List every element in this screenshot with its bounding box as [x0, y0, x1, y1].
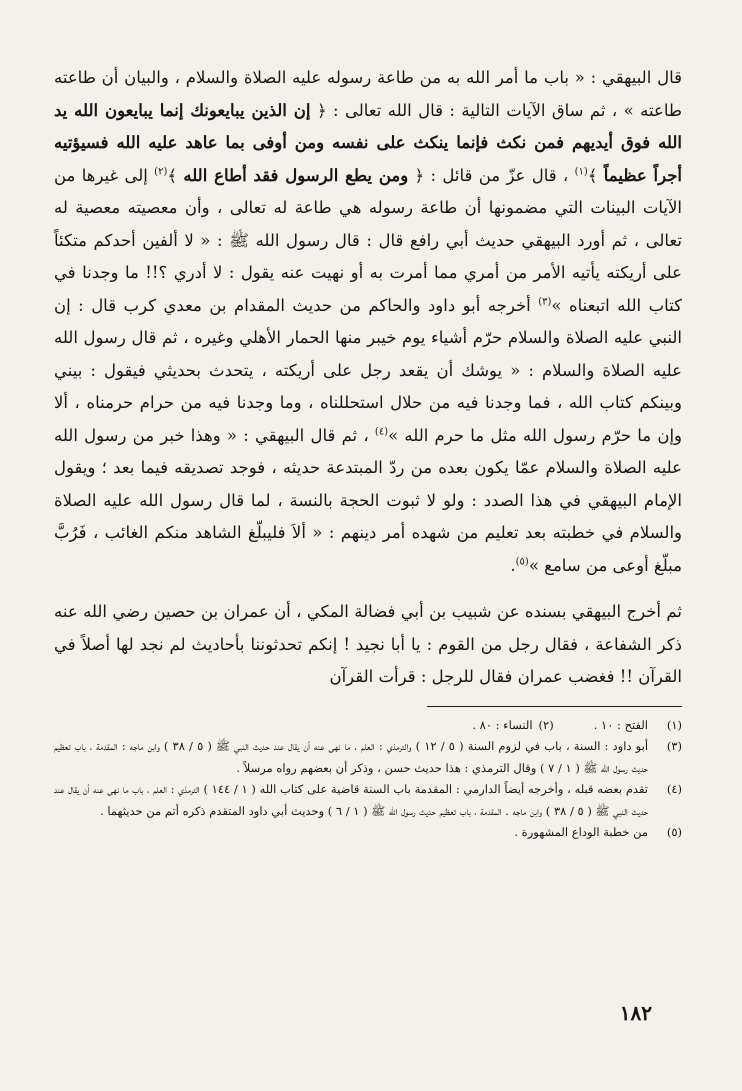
- footnote-number: (٤): [666, 782, 682, 796]
- page-number: ١٨٢: [619, 1001, 652, 1025]
- text-run: .: [510, 555, 516, 575]
- footnote-text: أبو داود : السنة ، باب في لزوم السنة ( ٥ / ١٢ ) والترمذي : العلم ، ما نهى عنه أن يقال عند حديث النبي ﷺ ( ٥ / ٣٨ ) وابن ماجه : المقدمة ، باب تعظيم حديث رسول الله ﷺ ( ١ / ٧ ) وقال الترمذي : هذا حديث حسن ، وذكر أن بعضهم رواه مرسلاً .: [54, 739, 649, 775]
- footnote-ref-2: (٢): [154, 166, 168, 177]
- text-run: أخرجه أبو داود والحاكم من حديث المقدام بن معدي كرب قال : إن النبي عليه الصلاة والسلام حرّم أشياء يوم خيبر منها الحمار الأهلي وغيره ، ثم قال رسول الله عليه الصلاة والسلام : « يوشك أن يقعد رجل على أريكته ، يتحدث بحديثي فيقول : بيني وبينكم كتاب الله ، فما وجدنا فيه من حلال استحللناه ، وما وجدنا فيه من حرام حرمناه ، ألا وإن ما حرّم رسول الله مثل ما حرم الله »: [54, 295, 683, 445]
- text-run: ﴾: [587, 165, 598, 185]
- body-paragraph-1: [54, 62, 682, 582]
- text-run: قال البيهقي : « باب ما أمر الله به من طاعة رسوله عليه الصلاة والسلام ، والبيان أن طاعته طاعته » ، ثم ساق الآيات التالية : قال الله تعالى : ﴿: [54, 68, 682, 120]
- footnote-number: (٢): [538, 717, 554, 732]
- footnote-text: تقدم بعضه قبله ، وأخرجه أيضاً الدارمي : المقدمة باب السنة قاضية على كتاب الله ( ١ / ١٤٤ ) الترمذي : العلم ، باب ما نهى عنه أن يقال عند حديث النبي ﷺ ( ٥ / ٣٨ ) وابن ماجه . المقدمة ، باب تعظيم حديث رسول الله ﷺ ( ١ / ٦ ) وحديث أبي داود المتقدم ذكره أتم من حديثهما .: [54, 782, 648, 818]
- footnote-row-1-2: [54, 715, 682, 737]
- footnote-5: [54, 822, 682, 844]
- footnote-number: (١): [666, 717, 682, 732]
- body-paragraph-2: ثم أخرج البيهقي بسنده عن شبيب بن أبي فضالة المكي ، أن عمران بن حصين رضي الله عنه ذكر الشفاعة ، فقال رجل من القوم : يا أبا نجيد ! إنكم تحدثوننا بأحاديث لم نجد لها أصلاً في القرآن !! فغضب عمران فقال للرجل : قرأت القرآن: [54, 602, 682, 686]
- text-run: ، ثم قال البيهقي : « وهذا خبر من رسول الله عليه الصلاة والسلام عمّا يكون بعده من ردّ المبتدعة حديثه ، فوجد تصديقه فيما بعد ؛ ويقول الإمام البيهقي في هذا الصدد : ولو لا ثبوت الحجة بالنسة ، لما قال رسول الله عليه الصلاة والسلام في خطبته بعد تعليم من شهده أمر دينهم : « ألاَ فليبلّغ الشاهد منكم الغائب ، فَرُبَّ مبلّغ أوعى من سامع »: [54, 425, 682, 575]
- footnote-ref-5: (٥): [515, 556, 529, 567]
- quran-verse-bold: ومن يطع الرسول فقد أطاع الله: [183, 165, 409, 185]
- footnote-divider: [427, 706, 682, 707]
- footnote-ref-4: (٤): [374, 426, 389, 437]
- footnote-4: [54, 779, 682, 822]
- footnote-number: (٣): [666, 739, 682, 753]
- text-run: ، قال عزّ من قائل : ﴿: [414, 165, 575, 185]
- footnote-text: من خطبة الوداع المشهورة .: [514, 825, 648, 839]
- quran-verse-bold: إن الذين يبايعونك إنما يبايعون الله يد الله فوق أيديهم فمن نكث فإنما ينكث على نفسه ومن أوفى بما عاهد عليه الله فسيؤتيه أجراً عظيماً: [54, 100, 682, 185]
- footnote-ref-3: (٣): [538, 296, 552, 307]
- footnote-text: الفتح : ١٠ .: [593, 717, 648, 732]
- text-run: إلى غيرها من الآيات البينات التي مضمونها أن طاعة رسوله هي طاعة له تعالى ، وأن معصيته معصية له تعالى ، ثم أورد البيهقي حديث أبي رافع قال : قال رسول الله ﷺ : « لا ألفين أحدكم متكئاً على أريكته يأتيه الأمر من أمري مما أمرت به أو نهيت عنه يقول : لا أدري ؟!! ما وجدنا في كتاب الله اتبعناه »: [54, 165, 682, 315]
- text-run: ﴾: [167, 165, 178, 185]
- footnote-text: النساء : ٨٠ .: [472, 717, 533, 732]
- footnotes: [54, 715, 682, 844]
- footnote-3: [54, 736, 682, 779]
- footnote-number: (٥): [666, 825, 682, 839]
- footnote-ref-1: (١): [574, 166, 588, 177]
